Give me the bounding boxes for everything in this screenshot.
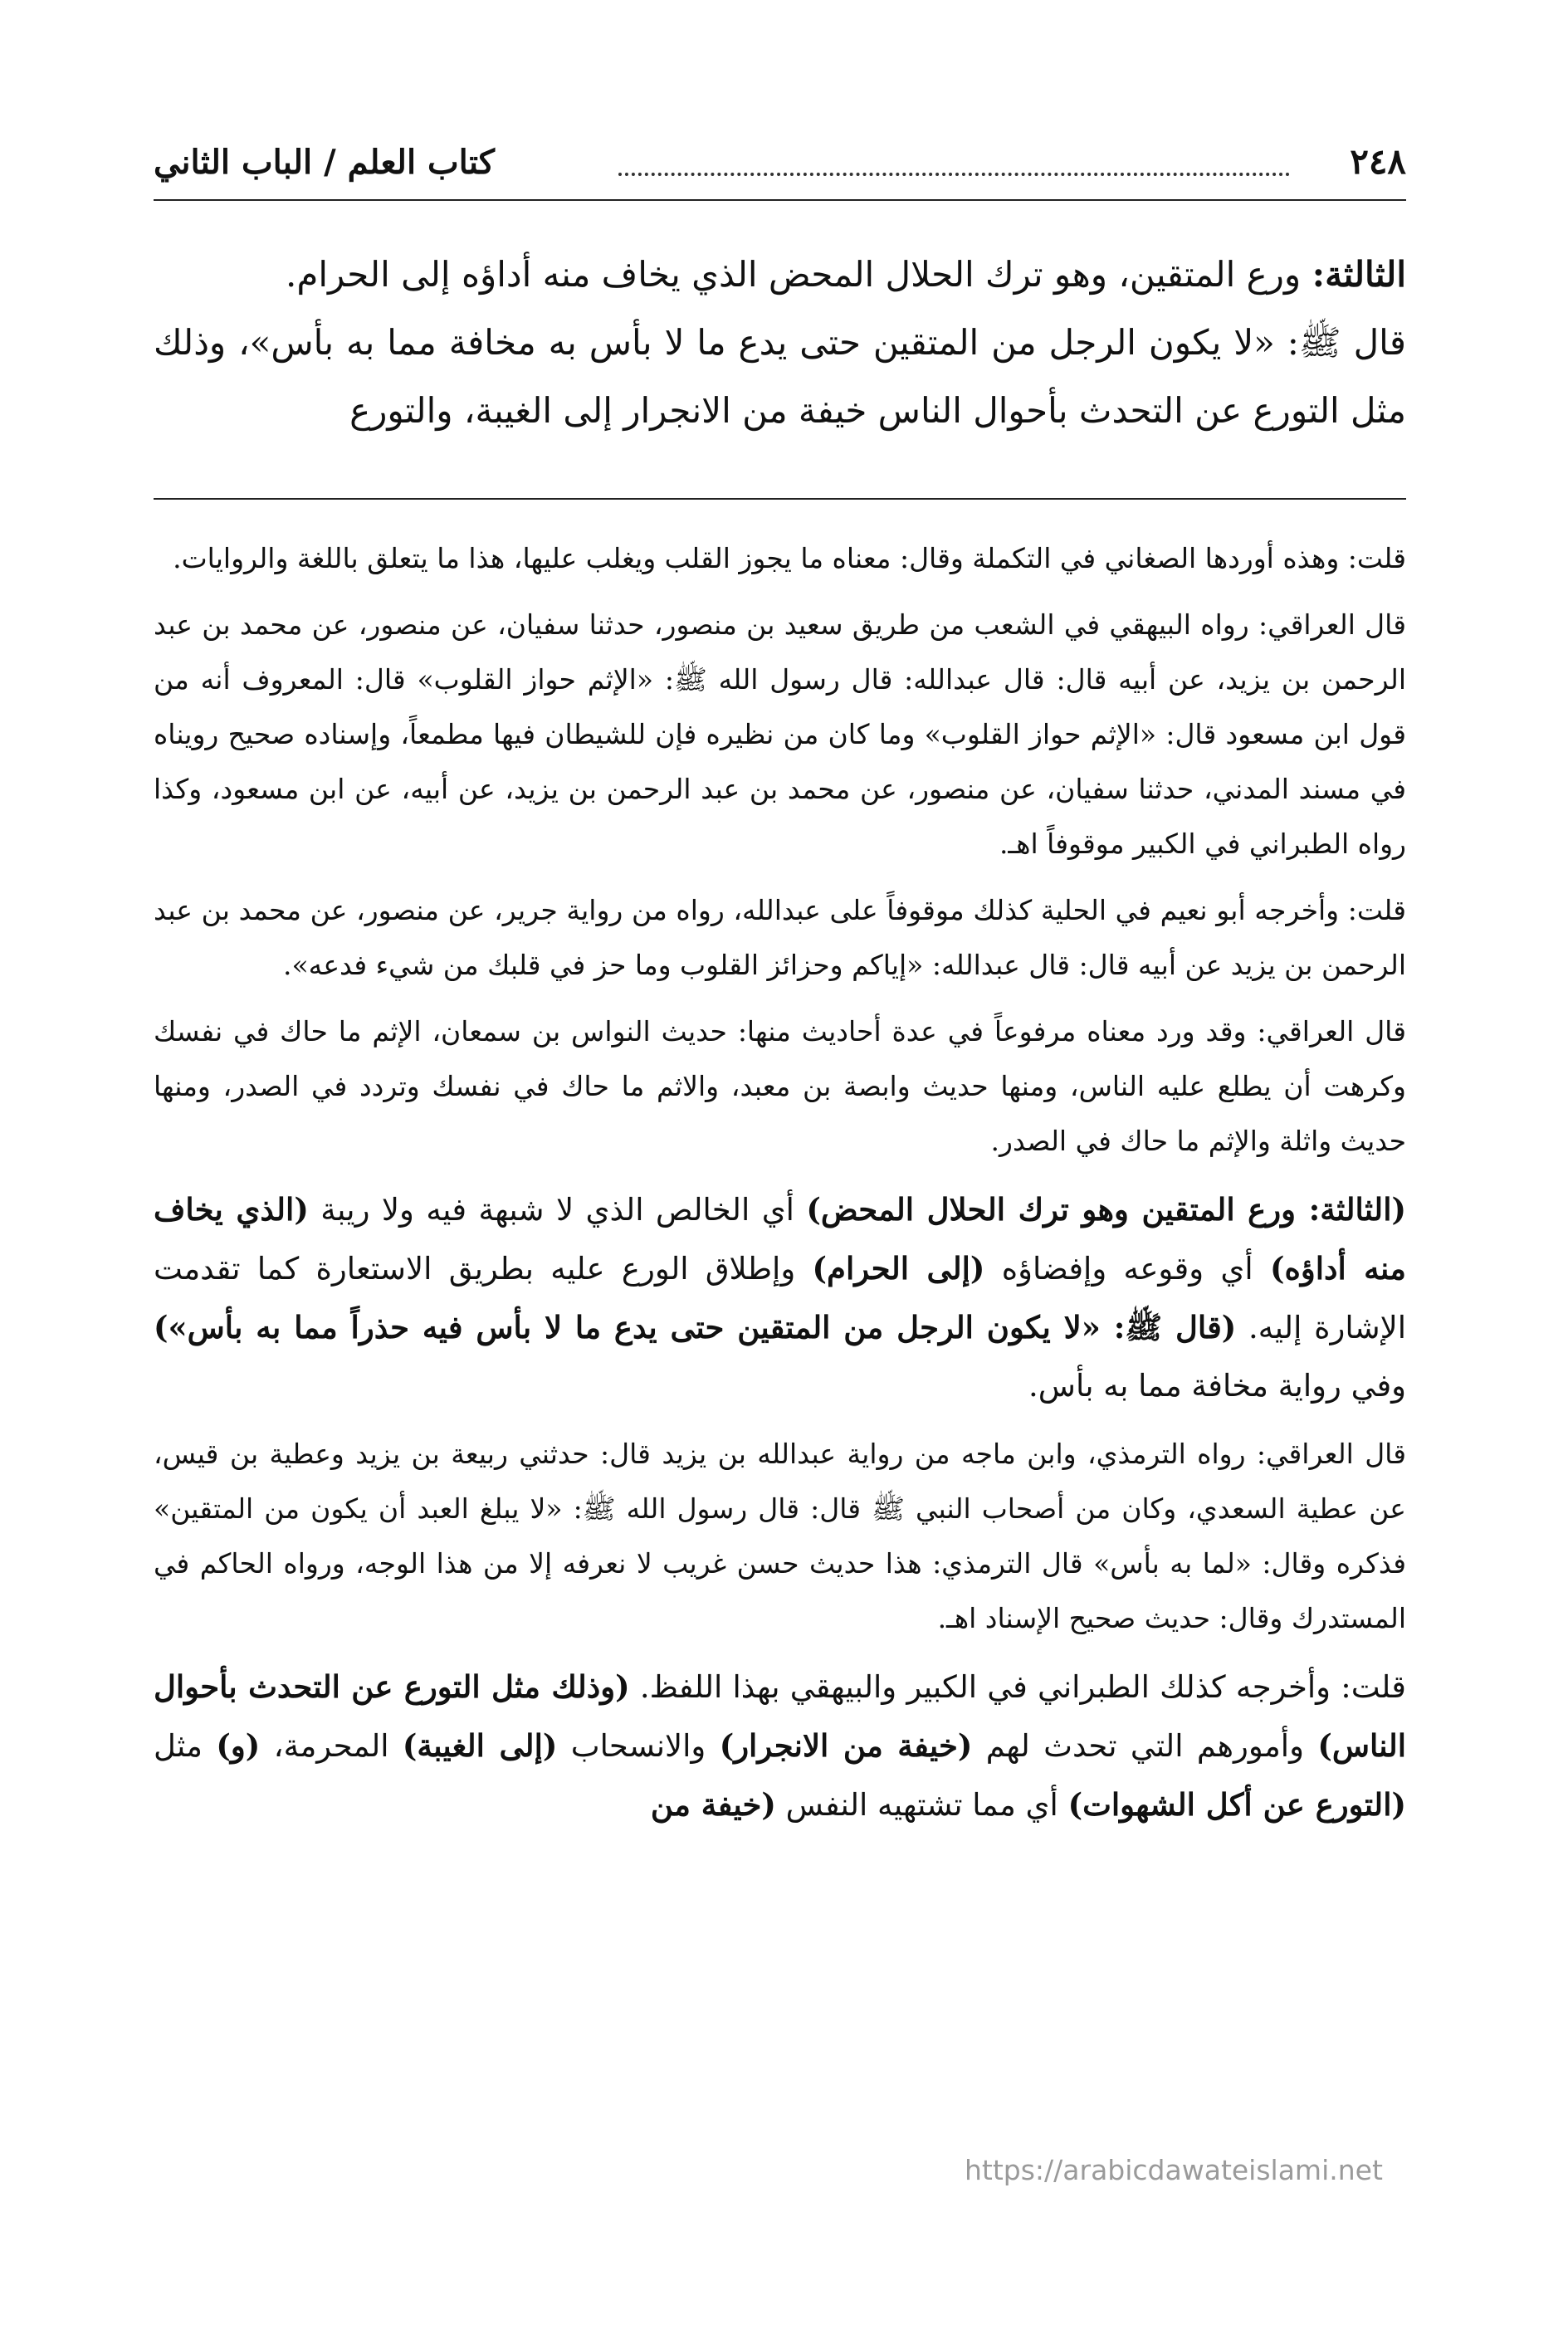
commentary-1-quote-4: (قال ﷺ: «لا يكون الرجل من المتقين حتى يدع ما لا بأس فيه حذراً مما به بأس») — [154, 1309, 1237, 1345]
commentary-1-quote-1: (الثالثة: ورع المتقين وهو ترك الحلال المحض) — [806, 1191, 1406, 1228]
commentary-2-quote-4: (و) — [216, 1727, 261, 1764]
commentary-1-text-1: أي الخالص الذي لا شبهة فيه ولا ريبة — [308, 1192, 807, 1228]
commentary-notes — [154, 531, 1406, 1846]
note-3: قلت: وأخرجه أبو نعيم في الحلية كذلك موقوفاً على عبدالله، رواه من رواية جرير، عن منصور، عن محمد بن عبد الرحمن بن يزيد عن أبيه قال: قال عبدالله: «إياكم وحزائز القلوب وما حز في قلبك من شيء فدعه». — [154, 894, 1406, 981]
page-number: ٢٤٨ — [1350, 141, 1406, 182]
commentary-1 — [154, 1180, 1406, 1415]
main-paragraph-1 — [154, 241, 1406, 309]
main-paragraph-1-text: ورع المتقين، وهو ترك الحلال المحض الذي يخاف منه أداؤه إلى الحرام. — [286, 254, 1312, 295]
main-paragraph-2: قال ﷺ: «لا يكون الرجل من المتقين حتى يدع ما لا بأس به مخافة مما به بأس»، وذلك مثل التورع عن التحدث بأحوال الناس خيفة من الانجرار إلى الغيبة، والتورع — [154, 322, 1406, 431]
note-4: قال العراقي: وقد ورد معناه مرفوعاً في عدة أحاديث منها: حديث النواس بن سمعان، الإثم ما حاك في نفسك وكرهت أن يطلع عليه الناس، ومنها حديث وابصة بن معبد، والاثم ما حاك في نفسك وتردد في الصدر، ومنها حديث واثلة والإثم ما حاك في الصدر. — [154, 1015, 1406, 1157]
commentary-1-quote-3: (إلى الحرام) — [812, 1250, 985, 1287]
note-2: قال العراقي: رواه البيهقي في الشعب من طريق سعيد بن منصور، حدثنا سفيان، عن منصور، عن محمد بن عبد الرحمن بن يزيد، عن أبيه قال: قال عبدالله: قال رسول الله ﷺ: «الإثم حواز القلوب» قال: المعروف أنه من قول ابن مسعود قال: «الإثم حواز القلوب» وما كان من نظيره فإن للشيطان فيها مطمعاً، وإسناده صحيح رويناه في مسند المدني، حدثنا سفيان، عن منصور، عن محمد بن عبد الرحمن بن يزيد، عن أبيه، عن ابن مسعود، وكذا رواه الطبراني في الكبير موقوفاً اهـ. — [154, 608, 1406, 860]
commentary-2-text-2: وأمورهم التي تحدث لهم — [972, 1728, 1318, 1764]
header-dotted-leader — [618, 173, 1290, 176]
note-5: قال العراقي: رواه الترمذي، وابن ماجه من رواية عبدالله بن يزيد قال: حدثني ربيعة بن يزيد وعطية بن قيس، عن عطية السعدي، وكان من أصحاب النبي ﷺ قال: قال رسول الله ﷺ: «لا يبلغ العبد أن يكون من المتقين» فذكره وقال: «لما به بأس» قال الترمذي: هذا حديث حسن غريب لا نعرفه إلا من هذا الوجه، ورواه الحاكم في المستدرك وقال: حديث صحيح الإسناد اهـ. — [154, 1438, 1406, 1634]
commentary-1-quote-2: (الذي يخاف منه أداؤه) — [154, 1191, 1407, 1287]
commentary-2-quote-2: (خيفة من الانجرار) — [719, 1727, 973, 1764]
commentary-2-text-4: المحرمة، — [260, 1728, 403, 1764]
section-heading: الثالثة: — [1312, 254, 1406, 295]
page-header — [154, 141, 1406, 201]
commentary-2-text-1: قلت: وأخرجه كذلك الطبراني في الكبير والبيهقي بهذا اللفظ. — [629, 1669, 1406, 1705]
commentary-2-text-5: مثل — [154, 1728, 217, 1764]
commentary-2-quote-3: (إلى الغيبة) — [402, 1727, 558, 1764]
commentary-2-quote-6: (خيفة من — [650, 1786, 776, 1823]
main-text — [154, 241, 1406, 445]
commentary-2-text-6: أي مما تشتهيه النفس — [775, 1787, 1068, 1823]
watermark-url: https://arabicdawateislami.net — [965, 2154, 1383, 2186]
commentary-1-text-4: وفي رواية مخافة مما به بأس. — [1028, 1368, 1406, 1404]
commentary-2-text-3: والانسحاب — [557, 1728, 720, 1764]
note-1: قلت: وهذه أوردها الصغاني في التكملة وقال: معناه ما يجوز القلب ويغلب عليها، هذا ما يتعلق باللغة والروايات. — [173, 542, 1406, 574]
commentary-1-text-2: أي وقوعه وإفضاؤه — [984, 1251, 1270, 1287]
commentary-2-quote-1: (وذلك مثل التورع عن التحدث بأحوال الناس) — [154, 1668, 1406, 1764]
footnote-separator — [154, 498, 1406, 500]
commentary-2-quote-5: (التورع عن أكل الشهوات) — [1067, 1786, 1406, 1823]
commentary-2 — [154, 1658, 1406, 1834]
commentary-1-text-3: وإطلاق الورع عليه بطريق الاستعارة كما تقدمت الإشارة إليه. — [154, 1251, 1407, 1345]
chapter-title: كتاب العلم / الباب الثاني — [154, 143, 495, 182]
